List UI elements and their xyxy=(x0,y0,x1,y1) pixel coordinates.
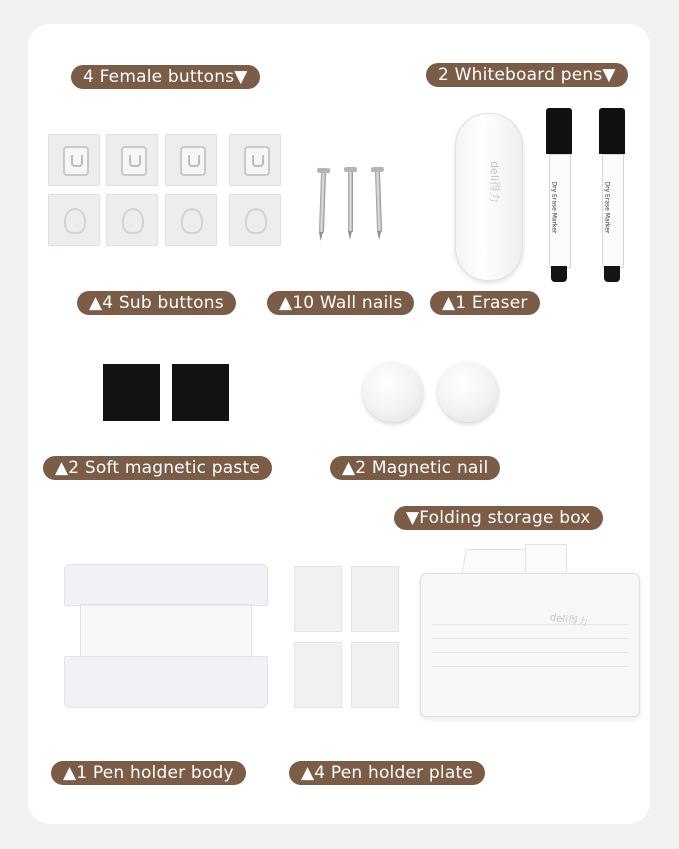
pen-holder-plate xyxy=(294,566,342,632)
hook-icon xyxy=(121,146,147,176)
pen-holder-top xyxy=(64,564,268,606)
whiteboard-pen xyxy=(597,108,627,284)
soft-magnetic-paste xyxy=(103,364,160,421)
sub-button xyxy=(48,194,100,246)
female-button xyxy=(165,134,217,186)
pen-text: Dry Erase Marker xyxy=(550,181,558,234)
label-soft-magnetic-paste: ▲2 Soft magnetic paste xyxy=(43,456,272,480)
label-wall-nails: ▲10 Wall nails xyxy=(267,291,414,315)
magnetic-nail xyxy=(438,362,498,422)
eraser-logo: deli得力 xyxy=(487,161,501,203)
folding-storage-box xyxy=(420,573,640,717)
pen-holder-back xyxy=(80,604,252,660)
female-button xyxy=(106,134,158,186)
knot-icon xyxy=(245,208,267,234)
box-logo: deli得力 xyxy=(549,612,589,629)
hook-icon xyxy=(244,146,270,176)
label-eraser: ▲1 Eraser xyxy=(430,291,540,315)
sub-button xyxy=(229,194,281,246)
knot-icon xyxy=(122,208,144,234)
label-pen-holder-plate: ▲4 Pen holder plate xyxy=(289,761,485,785)
box-groove xyxy=(432,652,628,653)
sub-button xyxy=(106,194,158,246)
label-female-buttons: 4 Female buttons▼ xyxy=(71,65,260,89)
pen-holder-base xyxy=(64,656,268,708)
hook-icon xyxy=(63,146,89,176)
box-groove xyxy=(432,666,628,667)
pen-holder-plate xyxy=(351,566,399,632)
female-button xyxy=(48,134,100,186)
whiteboard-pen xyxy=(544,108,574,284)
pen-text: Dry Erase Marker xyxy=(603,181,611,234)
sub-button xyxy=(165,194,217,246)
label-whiteboard-pens: 2 Whiteboard pens▼ xyxy=(426,63,628,87)
knot-icon xyxy=(64,208,86,234)
magnetic-nail xyxy=(363,362,423,422)
wall-nail xyxy=(348,170,353,232)
label-magnetic-nail: ▲2 Magnetic nail xyxy=(330,456,500,480)
box-groove xyxy=(432,624,628,625)
soft-magnetic-paste xyxy=(172,364,229,421)
female-button xyxy=(229,134,281,186)
pen-holder-plate xyxy=(351,642,399,708)
label-pen-holder-body: ▲1 Pen holder body xyxy=(51,761,246,785)
hook-icon xyxy=(180,146,206,176)
knot-icon xyxy=(181,208,203,234)
pen-holder-plate xyxy=(294,642,342,708)
eraser xyxy=(455,113,523,281)
box-groove xyxy=(432,638,628,639)
label-sub-buttons: ▲4 Sub buttons xyxy=(77,291,236,315)
label-folding-storage-box: ▼Folding storage box xyxy=(394,506,603,530)
